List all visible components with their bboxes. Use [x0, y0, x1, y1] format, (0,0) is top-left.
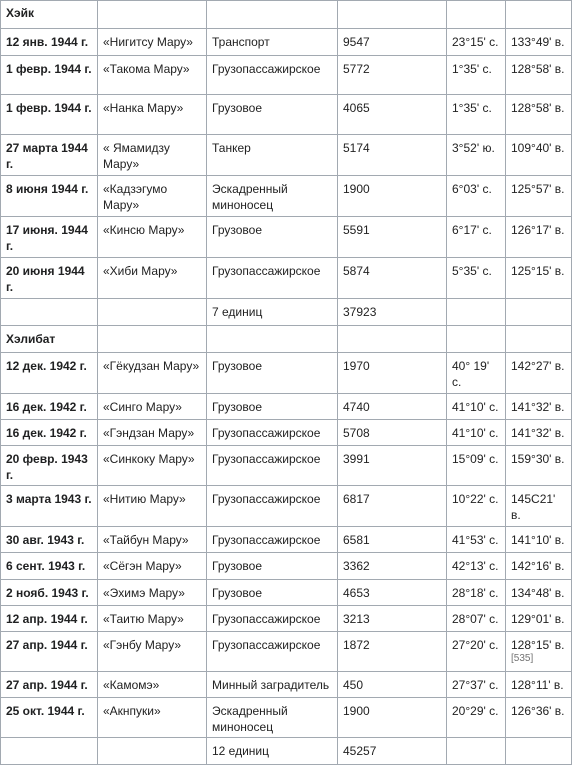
section-header-row: [0, 0, 574, 29]
table-row: [0, 606, 574, 632]
longitude-cell: 134°48' в.: [506, 580, 572, 606]
ship-cell: «Таитю Мару»: [98, 606, 207, 632]
type-cell: Грузопассажирское: [207, 606, 338, 632]
ship-cell: «Нанка Мару»: [98, 95, 207, 135]
type-cell: Грузовое: [207, 394, 338, 420]
latitude-cell: 20°29' с.: [447, 698, 506, 738]
tonnage-cell: 3362: [338, 553, 447, 580]
latitude-cell: 41°10' с.: [447, 394, 506, 420]
ship-cell: «Сёгэн Мару»: [98, 553, 207, 580]
tonnage-cell: 5174: [338, 135, 447, 176]
latitude-cell: 27°37' с.: [447, 672, 506, 698]
tonnage-cell: 4653: [338, 580, 447, 606]
total-units: 12 единиц: [207, 738, 338, 765]
type-cell: Танкер: [207, 135, 338, 176]
ship-cell: «Гэнбу Мару»: [98, 632, 207, 672]
type-cell: Минный заградитель: [207, 672, 338, 698]
ship-cell: «Акнпуки»: [98, 698, 207, 738]
date-cell: 16 дек. 1942 г.: [0, 420, 98, 446]
table-row: [0, 580, 574, 606]
date-cell: 25 окт. 1944 г.: [0, 698, 98, 738]
type-cell: Грузовое: [207, 217, 338, 258]
section-title: Хэлибат: [0, 326, 98, 353]
ship-cell: «Тайбун Мару»: [98, 527, 207, 553]
tonnage-cell: 3991: [338, 446, 447, 486]
longitude-cell: 125°15' в.: [506, 258, 572, 299]
tonnage-cell: 450: [338, 672, 447, 698]
table-row: [0, 95, 574, 135]
total-tonnage: 37923: [338, 299, 447, 326]
table-row: [0, 56, 574, 95]
longitude-cell: 128°58' в.: [506, 95, 572, 135]
ship-cell: «Синго Мару»: [98, 394, 207, 420]
tonnage-cell: 5591: [338, 217, 447, 258]
type-cell: Грузовое: [207, 95, 338, 135]
ship-cell: «Нигитсу Мару»: [98, 29, 207, 56]
reference-link[interactable]: [535]: [511, 653, 534, 664]
tonnage-cell: 1900: [338, 176, 447, 217]
type-cell: Эскадренный миноносец: [207, 698, 338, 738]
longitude-cell: 109°40' в.: [506, 135, 572, 176]
type-cell: Грузопассажирское: [207, 486, 338, 527]
tonnage-cell: 1900: [338, 698, 447, 738]
table-row: [0, 217, 574, 258]
latitude-cell: 1°35' с.: [447, 56, 506, 95]
date-cell: 16 дек. 1942 г.: [0, 394, 98, 420]
ship-cell: «Гэндзан Мару»: [98, 420, 207, 446]
type-cell: Грузопассажирское: [207, 258, 338, 299]
longitude-cell: 159°30' в.: [506, 446, 572, 486]
date-cell: 27 апр. 1944 г.: [0, 672, 98, 698]
table-row: [0, 135, 574, 176]
ship-cell: «Такома Мару»: [98, 56, 207, 95]
table-row: [0, 446, 574, 486]
tonnage-cell: 6581: [338, 527, 447, 553]
type-cell: Грузопассажирское: [207, 527, 338, 553]
latitude-cell: 23°15' с.: [447, 29, 506, 56]
date-cell: 2 нояб. 1943 г.: [0, 580, 98, 606]
latitude-cell: 40° 19' с.: [447, 353, 506, 394]
date-cell: 30 авг. 1943 г.: [0, 527, 98, 553]
date-cell: 1 февр. 1944 г.: [0, 56, 98, 95]
tonnage-cell: 4740: [338, 394, 447, 420]
type-cell: Грузопассажирское: [207, 56, 338, 95]
table-row: [0, 486, 574, 527]
latitude-cell: 6°03' с.: [447, 176, 506, 217]
longitude-cell: 128°11' в.: [506, 672, 572, 698]
ship-cell: «Нитию Мару»: [98, 486, 207, 527]
date-cell: 20 июня 1944 г.: [0, 258, 98, 299]
table-row: [0, 553, 574, 580]
date-cell: 12 янв. 1944 г.: [0, 29, 98, 56]
longitude-cell: 142°16' в.: [506, 553, 572, 580]
longitude-cell: 129°01' в.: [506, 606, 572, 632]
type-cell: Грузопассажирское: [207, 420, 338, 446]
type-cell: Грузопассажирское: [207, 632, 338, 672]
tonnage-cell: 5874: [338, 258, 447, 299]
longitude-cell: 125°57' в.: [506, 176, 572, 217]
table-row: [0, 176, 574, 217]
latitude-cell: 15°09' с.: [447, 446, 506, 486]
table-row: [0, 420, 574, 446]
ship-cell: «Камомэ»: [98, 672, 207, 698]
latitude-cell: 6°17' с.: [447, 217, 506, 258]
tonnage-cell: 1872: [338, 632, 447, 672]
date-cell: 20 февр. 1943 г.: [0, 446, 98, 486]
type-cell: Транспорт: [207, 29, 338, 56]
longitude-cell: 128°58' в.: [506, 56, 572, 95]
longitude-cell: 142°27' в.: [506, 353, 572, 394]
ship-cell: «Хиби Мару»: [98, 258, 207, 299]
date-cell: 6 сент. 1943 г.: [0, 553, 98, 580]
table-row: [0, 698, 574, 738]
longitude-cell: 141°32' в.: [506, 394, 572, 420]
date-cell: 12 апр. 1944 г.: [0, 606, 98, 632]
date-cell: 8 июня 1944 г.: [0, 176, 98, 217]
table-row: [0, 394, 574, 420]
table-row: [0, 29, 574, 56]
table-row: [0, 353, 574, 394]
longitude-cell: 145С21' в.: [506, 486, 572, 527]
table-row: [0, 527, 574, 553]
tonnage-cell: 5708: [338, 420, 447, 446]
type-cell: Грузовое: [207, 553, 338, 580]
total-tonnage: 45257: [338, 738, 447, 765]
table-row: [0, 258, 574, 299]
tonnage-cell: 3213: [338, 606, 447, 632]
section-title: Хэйк: [0, 0, 98, 29]
type-cell: Грузовое: [207, 353, 338, 394]
longitude-cell: 141°32' в.: [506, 420, 572, 446]
tonnage-cell: 1970: [338, 353, 447, 394]
latitude-cell: 41°53' с.: [447, 527, 506, 553]
longitude-cell: 141°10' в.: [506, 527, 572, 553]
longitude-cell: 126°17' в.: [506, 217, 572, 258]
total-row: [0, 738, 574, 765]
ship-cell: «Синкоку Мару»: [98, 446, 207, 486]
tonnage-cell: 5772: [338, 56, 447, 95]
date-cell: 1 февр. 1944 г.: [0, 95, 98, 135]
ship-cell: « Ямамидзу Мару»: [98, 135, 207, 176]
latitude-cell: 5°35' с.: [447, 258, 506, 299]
tonnage-cell: 4065: [338, 95, 447, 135]
total-units: 7 единиц: [207, 299, 338, 326]
date-cell: 17 июня. 1944 г.: [0, 217, 98, 258]
latitude-cell: 41°10' с.: [447, 420, 506, 446]
latitude-cell: 28°07' с.: [447, 606, 506, 632]
longitude-cell: 133°49' в.: [506, 29, 572, 56]
longitude-cell: [506, 632, 572, 672]
table-row: [0, 672, 574, 698]
latitude-cell: 28°18' с.: [447, 580, 506, 606]
longitude-value: 128°15' в.: [511, 638, 565, 652]
type-cell: Грузовое: [207, 580, 338, 606]
ship-cell: «Кинсю Мару»: [98, 217, 207, 258]
latitude-cell: 1°35' с.: [447, 95, 506, 135]
date-cell: 27 апр. 1944 г.: [0, 632, 98, 672]
latitude-cell: 3°52' ю.: [447, 135, 506, 176]
type-cell: Грузопассажирское: [207, 446, 338, 486]
latitude-cell: 27°20' с.: [447, 632, 506, 672]
longitude-cell: 126°36' в.: [506, 698, 572, 738]
ship-cell: «Эхимэ Мару»: [98, 580, 207, 606]
ship-cell: «Кадзэгумо Мару»: [98, 176, 207, 217]
tonnage-cell: 9547: [338, 29, 447, 56]
section-header-row: [0, 326, 574, 353]
ship-cell: «Гёкудзан Мару»: [98, 353, 207, 394]
table-row: [0, 632, 574, 672]
total-row: [0, 299, 574, 326]
latitude-cell: 10°22' с.: [447, 486, 506, 527]
tonnage-cell: 6817: [338, 486, 447, 527]
date-cell: 12 дек. 1942 г.: [0, 353, 98, 394]
type-cell: Эскадренный миноносец: [207, 176, 338, 217]
date-cell: 27 марта 1944 г.: [0, 135, 98, 176]
latitude-cell: 42°13' с.: [447, 553, 506, 580]
date-cell: 3 марта 1943 г.: [0, 486, 98, 527]
